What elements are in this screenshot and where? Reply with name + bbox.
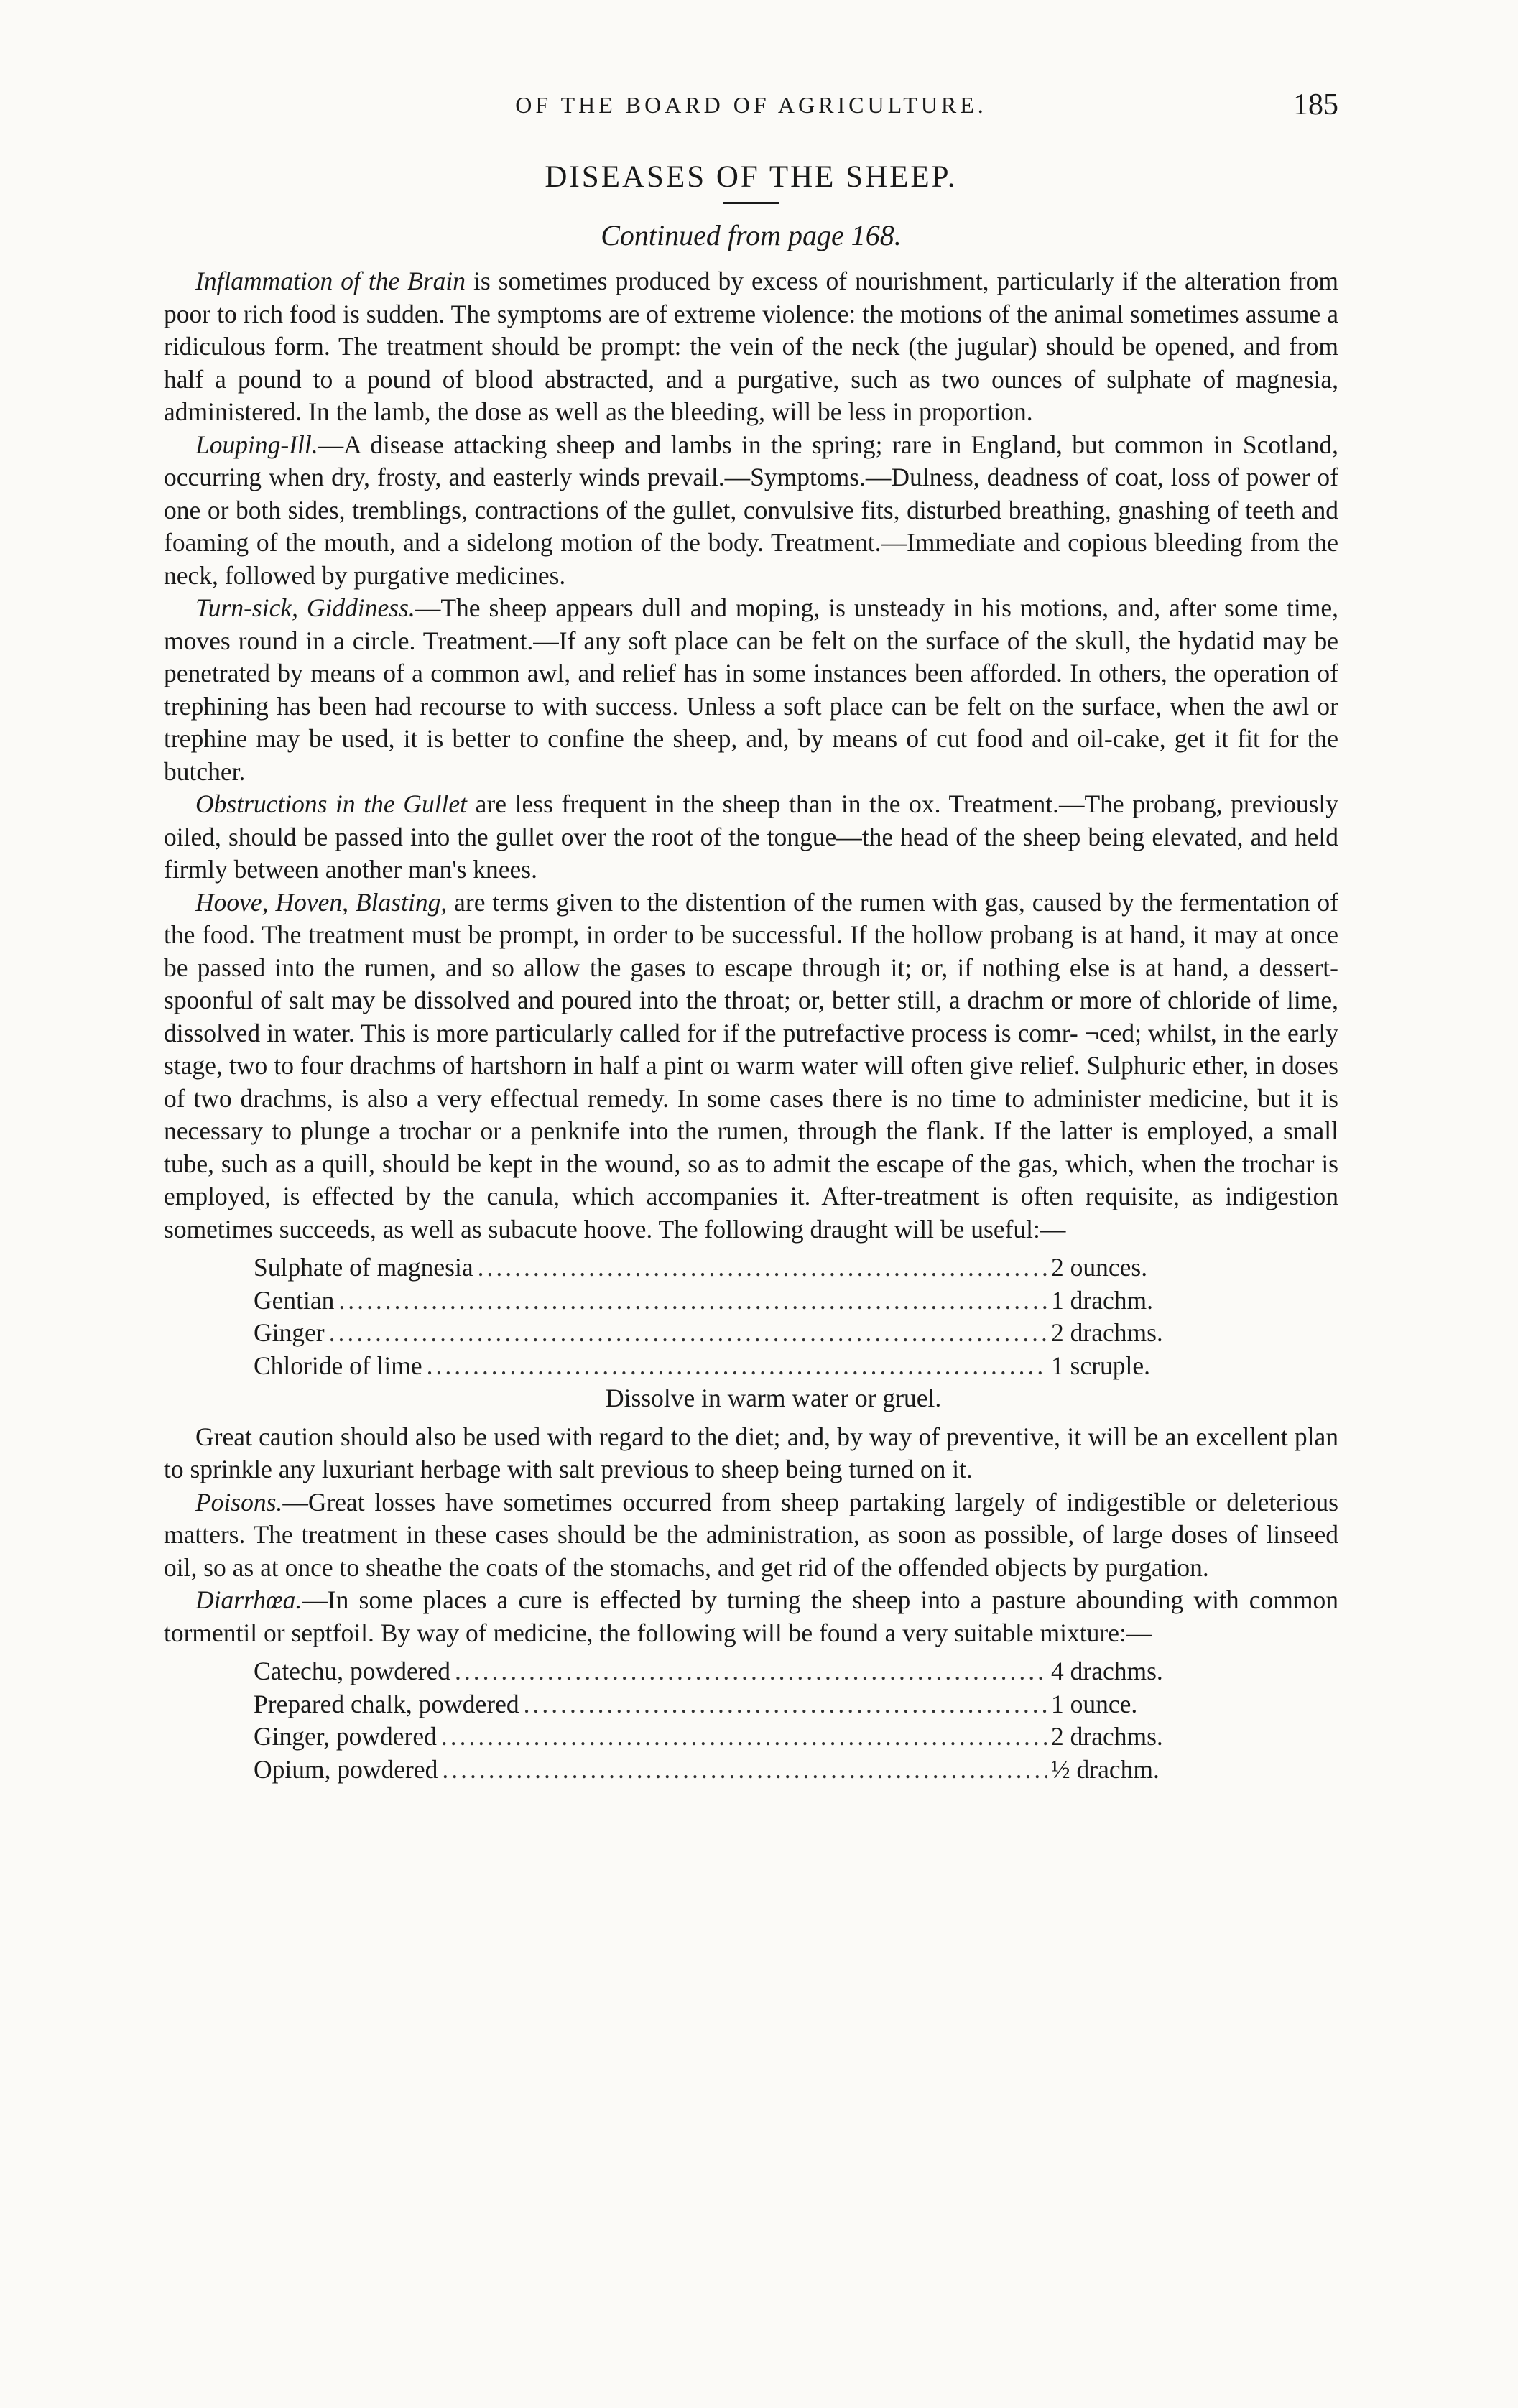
leader-dots bbox=[442, 1754, 1047, 1787]
paragraph-text: —The sheep appears dull and moping, is unsteady in his motions, and, after some time, moves round in a circle. Treatment.—If any soft place can be felt on the surface of the skull, the hydatid may be penetrated by means of a common awl, and relief has in some instances been afforded. In others, the operation of trephining has been had recourse to with success. Unless a soft place can be felt on the surface, when the awl or trephine may be used, it is better to confine the sheep, and, by means of cut food and oil-cake, get it fit for the butcher. bbox=[164, 593, 1338, 786]
ingredient-qty: 2 drachms. bbox=[1051, 1722, 1163, 1751]
paragraph-lead: Inflammation of the Brain bbox=[195, 267, 466, 295]
paragraph-louping-ill bbox=[164, 429, 1338, 593]
recipe-diarrhoea bbox=[254, 1655, 1216, 1786]
leader-dots bbox=[524, 1688, 1047, 1721]
title-rule bbox=[723, 202, 779, 204]
paragraph-diet-caution bbox=[164, 1421, 1338, 1486]
recipe-item bbox=[254, 1754, 1216, 1787]
paragraph-poisons bbox=[164, 1486, 1338, 1585]
paragraph-turn-sick bbox=[164, 592, 1338, 788]
ingredient-qty: 2 drachms. bbox=[1051, 1318, 1163, 1347]
ingredient-name: Chloride of lime bbox=[254, 1351, 422, 1380]
ingredient-name: Catechu, powdered bbox=[254, 1657, 451, 1685]
ingredient-name: Sulphate of magnesia bbox=[254, 1253, 473, 1282]
paragraph-text: Great caution should also be used with regard to the diet; and, by way of preventive, it will be an excellent plan to sprinkle any luxuriant herbage with salt previous to sheep being turned on it. bbox=[164, 1422, 1338, 1483]
page bbox=[164, 88, 1339, 1792]
ingredient-qty: 1 drachm. bbox=[1051, 1285, 1153, 1315]
paragraph-gullet bbox=[164, 788, 1338, 886]
paragraph-diarrhoea bbox=[164, 1584, 1338, 1649]
continued-note: Continued from page 168. bbox=[601, 219, 902, 251]
paragraph-text: —In some places a cure is effected by turning the sheep into a pasture abounding with common tormentil or septfoil. By way of medicine, the following will be found a very suitable mixture:— bbox=[164, 1585, 1338, 1647]
recipe-item bbox=[254, 1251, 1216, 1284]
recipe-note: Dissolve in warm water or gruel. bbox=[606, 1384, 942, 1412]
paragraph-text: are less frequent in the sheep than in the ox. Treatment.—The probang, previously oiled, should be passed into the gullet over the root of the tongue—the head of the sheep being elevated, and held firmly between another man's knees. bbox=[164, 789, 1338, 884]
running-title: OF THE BOARD OF AGRICULTURE. bbox=[515, 92, 987, 118]
ingredient-name: Ginger, powdered bbox=[254, 1722, 437, 1751]
paragraph-lead: Turn-sick, Giddiness. bbox=[195, 593, 415, 622]
running-head bbox=[164, 88, 1338, 135]
page-number: 185 bbox=[1293, 88, 1338, 121]
paragraph-lead: Louping-Ill. bbox=[195, 430, 318, 459]
paragraph-lead: Poisons. bbox=[195, 1487, 283, 1516]
recipe-item bbox=[254, 1284, 1216, 1318]
leader-dots bbox=[427, 1350, 1047, 1383]
paragraph-lead: Diarrhœa. bbox=[195, 1585, 302, 1614]
paragraph-text: —A disease attacking sheep and lambs in the spring; rare in England, but common in Scotland, occurring when dry, frosty, and easterly winds prevail.—Symptoms.—Dulness, deadness of coat, loss of power of one or both sides, tremblings, contractions of the gullet, convulsive fits, disturbed breathing, gnashing of teeth and foaming of the mouth, and a sidelong motion of the body. Treatment.—Immediate and copious bleeding from the neck, followed by purgative medicines. bbox=[164, 430, 1338, 590]
ingredient-name: Prepared chalk, powdered bbox=[254, 1689, 519, 1718]
ingredient-qty: 1 scruple. bbox=[1051, 1351, 1151, 1380]
recipe-item bbox=[254, 1350, 1216, 1383]
ingredient-qty: ½ drachm. bbox=[1051, 1754, 1160, 1784]
recipe-item bbox=[254, 1721, 1216, 1754]
ingredient-name: Opium, powdered bbox=[254, 1754, 438, 1784]
ingredient-qty: 2 ounces. bbox=[1051, 1253, 1148, 1282]
ingredient-qty: 4 drachms. bbox=[1051, 1657, 1163, 1685]
recipe-item bbox=[254, 1655, 1216, 1688]
recipe-item bbox=[254, 1317, 1216, 1350]
paragraph-text: are terms given to the distention of the rumen with gas, caused by the fermentation of the food. The treatment must be prompt, in order to be successful. If the hollow probang is at hand, it may at once be passed into the rumen, and so allow the gases to escape through it; or, if nothing else is at hand, a dessert-spoonful of salt may be dissolved and poured into the throat; or, better still, a drachm or more of chloride of lime, dissolved in water. This is more particularly called for if the putrefactive process is comr- ¬ced; whilst, in the early stage, two to four drachms of hartshorn in half a pint oı warm water will often give relief. Sulphuric ether, in doses of two drachms, is also a very effectual remedy. In some cases there is no time to administer medicine, but it is necessary to plunge a trochar or a penknife into the rumen, through the flank. If the latter is employed, a small tube, such as a quill, should be kept in the wound, so as to admit the escape of the gas, which, when the trochar is employed, is effected by the canula, which accompanies it. After-treatment is often requisite, as indigestion sometimes succeeds, as well as subacute hoove. The following draught will be useful:— bbox=[164, 887, 1339, 1244]
leader-dots bbox=[329, 1317, 1047, 1350]
leader-dots bbox=[441, 1721, 1047, 1754]
ingredient-name: Ginger bbox=[254, 1318, 325, 1347]
paragraph-lead: Obstructions in the Gullet bbox=[195, 789, 468, 818]
ingredient-name: Gentian bbox=[254, 1285, 335, 1315]
recipe-item bbox=[254, 1688, 1216, 1721]
leader-dots bbox=[338, 1284, 1047, 1318]
paragraph-lead: Hoove, Hoven, Blasting, bbox=[195, 887, 448, 917]
paragraph-text: —Great losses have sometimes occurred from sheep partaking largely of indigestible or deleterious matters. The treatment in these cases should be the administration, as soon as possible, of large doses of linseed oil, so as at once to sheathe the coats of the stomachs, and get rid of the offended objects by purgation. bbox=[164, 1487, 1338, 1582]
article-body bbox=[164, 265, 1338, 1786]
leader-dots bbox=[455, 1655, 1047, 1688]
ingredient-qty: 1 ounce. bbox=[1051, 1689, 1138, 1718]
leader-dots bbox=[478, 1251, 1047, 1284]
recipe-hoove bbox=[254, 1251, 1216, 1415]
paragraph-brain bbox=[164, 265, 1338, 429]
article-title: DISEASES OF THE SHEEP. bbox=[545, 160, 958, 194]
paragraph-text: is sometimes produced by excess of nourishment, particularly if the alteration from poor to rich food is sudden. The symptoms are of extreme violence: the motions of the animal sometimes assume a ridiculous form. The treatment should be prompt: the vein of the neck (the jugular) should be opened, and from half a pound to a pound of blood abstracted, and a purgative, such as two ounces of sulphate of magnesia, administered. In the lamb, the dose as well as the bleeding, will be less in proportion. bbox=[164, 267, 1338, 426]
paragraph-hoove bbox=[164, 886, 1338, 1246]
